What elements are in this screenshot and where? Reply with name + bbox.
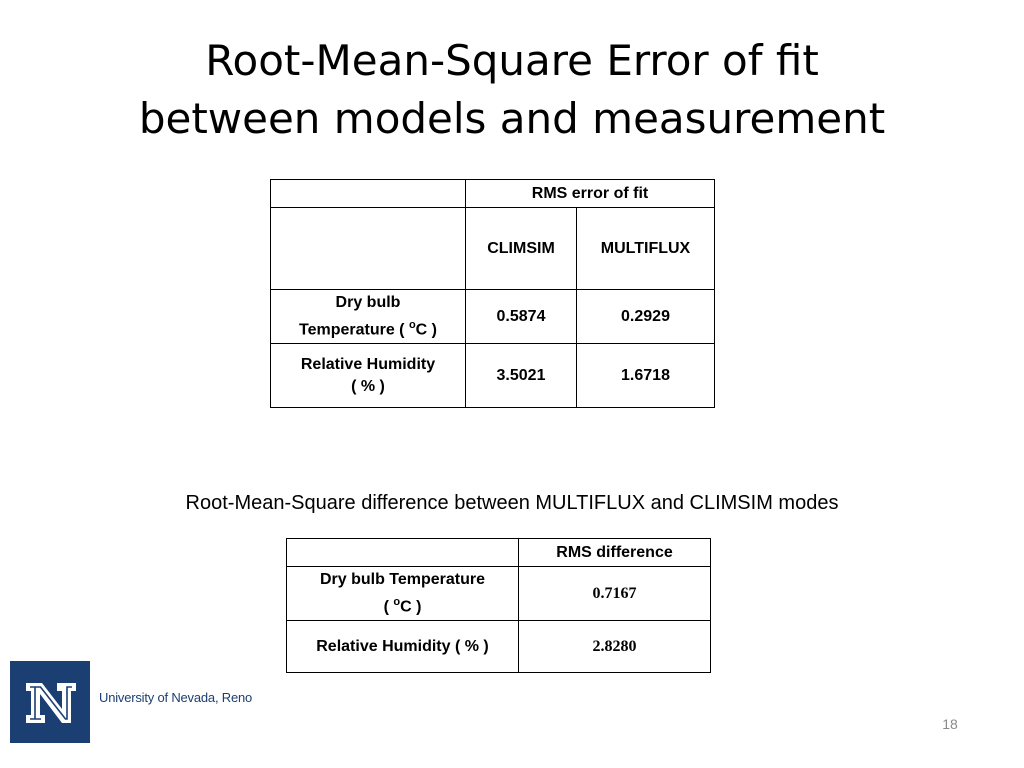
table-row [287, 567, 711, 621]
table-row [271, 290, 715, 344]
university-name: University of Nevada, Reno [99, 690, 253, 705]
table-group-header: RMS error of fit [466, 180, 715, 208]
rms-error-table [270, 179, 715, 408]
nevada-n-logo-icon [10, 661, 90, 743]
slide-title [0, 32, 1024, 148]
rms-difference-table [286, 538, 711, 673]
title-line-2: between models and measurement [138, 94, 886, 143]
cell-multiflux-humidity: 1.6718 [577, 344, 715, 408]
page-number: 18 [942, 716, 958, 732]
column-header-multiflux: MULTIFLUX [577, 208, 715, 290]
table-row [271, 208, 715, 290]
column-header-rms-difference: RMS difference [519, 539, 711, 567]
row-label-dry-bulb: Dry bulb Temperature ( $^o$C ) [287, 567, 519, 621]
table-row [287, 621, 711, 673]
table-cell-empty [287, 539, 519, 567]
cell-multiflux-dry-bulb: 0.2929 [577, 290, 715, 344]
row-label-relative-humidity: Relative Humidity ( % ) [271, 344, 466, 408]
row-label-dry-bulb: Dry bulb Temperature ( $^o$C ) [271, 290, 466, 344]
table-cell-empty [271, 208, 466, 290]
cell-climsim-humidity: 3.5021 [466, 344, 577, 408]
table2-caption: Root-Mean-Square difference between MULTIFLUX and CLIMSIM modes [185, 492, 839, 514]
cell-climsim-dry-bulb: 0.5874 [466, 290, 577, 344]
cell-difference-dry-bulb: 0.7167 [519, 567, 711, 621]
cell-difference-humidity: 2.8280 [519, 621, 711, 673]
table-row [271, 180, 715, 208]
table-cell-empty [271, 180, 466, 208]
title-line-1: Root-Mean-Square Error of fit [205, 36, 819, 85]
row-label-relative-humidity: Relative Humidity ( % ) [287, 621, 519, 673]
table-row [287, 539, 711, 567]
table-row [271, 344, 715, 408]
column-header-climsim: CLIMSIM [466, 208, 577, 290]
